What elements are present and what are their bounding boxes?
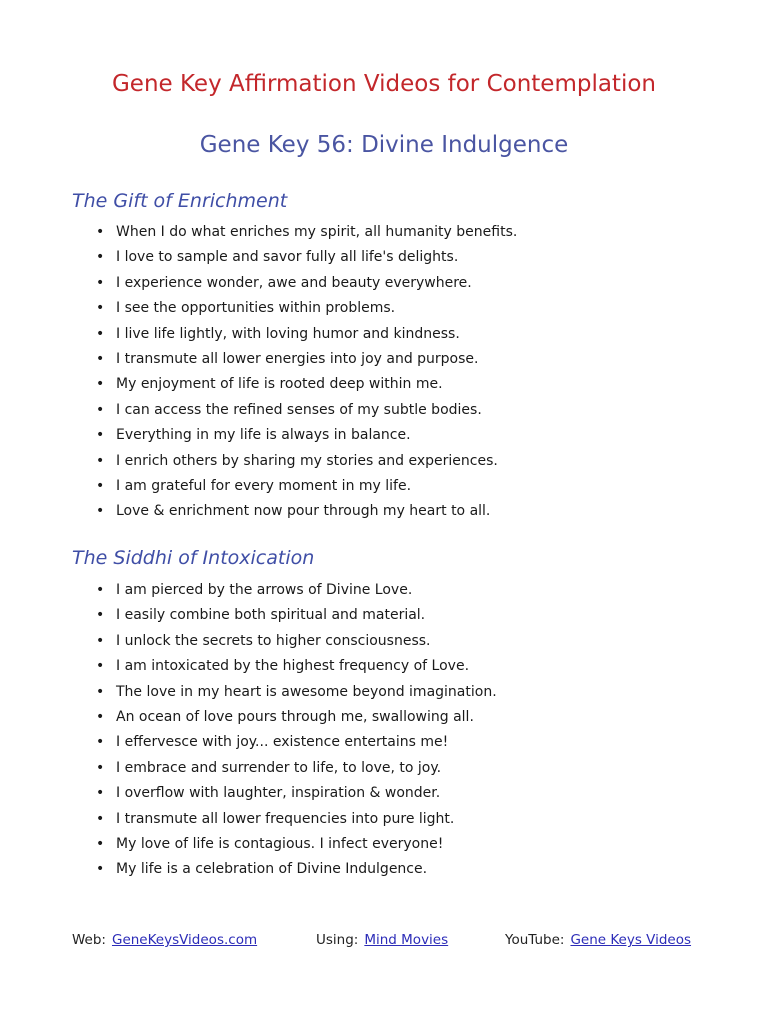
list-item: • I am grateful for every moment in my life. — [96, 475, 517, 500]
list-item: • I live life lightly, with loving humor and kindness. — [96, 323, 517, 348]
section-heading-gift: The Gift of Enrichment — [72, 190, 288, 212]
footer-web — [72, 932, 257, 948]
gift-affirmation-list — [96, 221, 517, 526]
mind-movies-link[interactable]: Mind Movies — [364, 932, 449, 948]
list-item: • I enrich others by sharing my stories and experiences. — [96, 450, 517, 475]
siddhi-affirmation-list — [96, 579, 497, 884]
footer-youtube — [505, 932, 691, 948]
footer-web-label: Web: — [72, 932, 106, 948]
footer-using-label: Using: — [316, 932, 359, 948]
footer-youtube-label: YouTube: — [505, 932, 565, 948]
list-item: • I transmute all lower energies into joy and purpose. — [96, 348, 517, 373]
list-item: • Everything in my life is always in balance. — [96, 424, 517, 449]
list-item: • I love to sample and savor fully all life's delights. — [96, 246, 517, 271]
section-heading-siddhi: The Siddhi of Intoxication — [72, 547, 315, 569]
website-link[interactable]: GeneKeysVideos.com — [111, 932, 258, 948]
list-item: • I transmute all lower frequencies into pure light. — [96, 808, 497, 833]
list-item: • I overflow with laughter, inspiration & wonder. — [96, 782, 497, 807]
list-item: • I can access the refined senses of my subtle bodies. — [96, 399, 517, 424]
list-item: • I unlock the secrets to higher consciousness. — [96, 630, 497, 655]
list-item: • My life is a celebration of Divine Indulgence. — [96, 858, 497, 883]
youtube-link[interactable]: Gene Keys Videos — [570, 932, 692, 948]
list-item: • Love & enrichment now pour through my heart to all. — [96, 500, 517, 525]
document-title: Gene Key Affirmation Videos for Contemplation — [111, 71, 656, 97]
footer-using — [316, 932, 448, 948]
list-item: • When I do what enriches my spirit, all humanity benefits. — [96, 221, 517, 246]
list-item: • I effervesce with joy... existence entertains me! — [96, 731, 497, 756]
list-item: • My love of life is contagious. I infect everyone! — [96, 833, 497, 858]
list-item: • I experience wonder, awe and beauty everywhere. — [96, 272, 517, 297]
list-item: • The love in my heart is awesome beyond imagination. — [96, 681, 497, 706]
list-item: • I see the opportunities within problems. — [96, 297, 517, 322]
document-subtitle: Gene Key 56: Divine Indulgence — [199, 132, 569, 158]
list-item: • An ocean of love pours through me, swallowing all. — [96, 706, 497, 731]
list-item: • I embrace and surrender to life, to love, to joy. — [96, 757, 497, 782]
list-item: • I am intoxicated by the highest frequency of Love. — [96, 655, 497, 680]
list-item: • I am pierced by the arrows of Divine Love. — [96, 579, 497, 604]
list-item: • My enjoyment of life is rooted deep within me. — [96, 373, 517, 398]
list-item: • I easily combine both spiritual and material. — [96, 604, 497, 629]
